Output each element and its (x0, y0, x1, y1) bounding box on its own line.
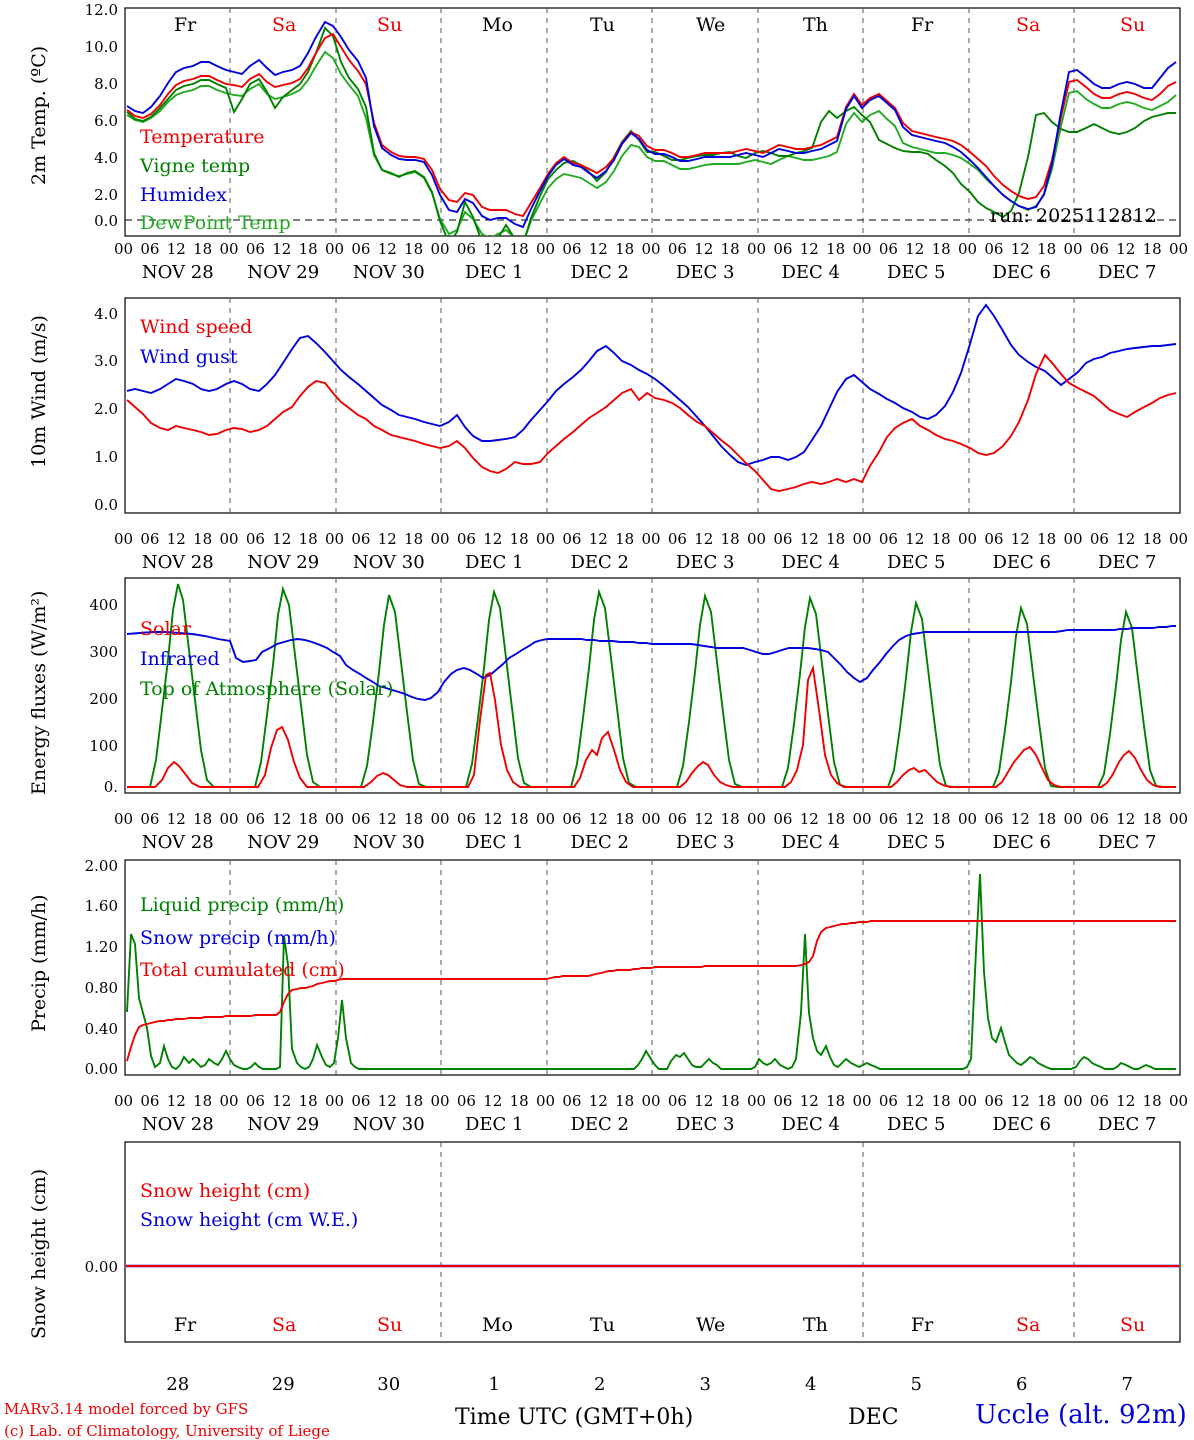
x-tick-hour: 00 (219, 530, 239, 548)
x-tick-hour: 18 (931, 810, 951, 828)
bottom-day-number: 4 (805, 1374, 817, 1395)
x-tick-hour: 18 (1037, 1092, 1057, 1110)
x-tick-hour: 00 (219, 810, 239, 828)
x-tick-date: NOV 28 (141, 552, 214, 573)
x-tick-date: DEC 7 (1097, 1114, 1157, 1135)
x-tick-hour: 00 (958, 810, 978, 828)
x-tick-hour: 18 (193, 1092, 213, 1110)
x-tick-hour: 12 (1116, 1092, 1136, 1110)
x-tick-hour: 18 (615, 530, 635, 548)
x-tick-date: DEC 3 (675, 552, 735, 573)
x-tick-hour: 18 (404, 1092, 424, 1110)
x-tick-hour: 12 (1010, 530, 1030, 548)
svg-text:200: 200 (89, 690, 118, 708)
x-tick-hour: 06 (1089, 240, 1109, 258)
bottom-weekday-th: Th (803, 1314, 828, 1336)
x-tick-hour: 06 (878, 810, 898, 828)
bottom-weekday-su2: Su (1120, 1314, 1146, 1336)
x-tick-date: DEC 1 (464, 1114, 524, 1135)
x-tick-hour: 00 (1063, 530, 1083, 548)
x-tick-hour: 12 (694, 240, 714, 258)
svg-text:2.0: 2.0 (94, 400, 118, 418)
x-tick-hour: 00 (958, 240, 978, 258)
legend-wind-speed: Wind speed (140, 316, 253, 338)
x-tick-hour: 00 (114, 810, 134, 828)
x-tick-date: NOV 28 (141, 262, 214, 283)
weekday-label-fr2: Fr (911, 14, 934, 36)
x-tick-hour: 12 (799, 530, 819, 548)
x-tick-hour: 00 (430, 810, 450, 828)
x-tick-hour: 18 (720, 810, 740, 828)
x-tick-date: DEC 3 (675, 262, 735, 283)
x-tick-date: NOV 30 (352, 832, 425, 853)
svg-text:0.40: 0.40 (84, 1020, 118, 1038)
x-tick-hour: 18 (404, 810, 424, 828)
x-tick-hour: 12 (166, 240, 186, 258)
svg-text:0.0: 0.0 (94, 496, 118, 514)
x-tick-hour: 18 (404, 530, 424, 548)
x-tick-hour: 00 (747, 240, 767, 258)
x-tick-date: NOV 30 (352, 552, 425, 573)
x-tick-hour: 00 (219, 240, 239, 258)
x-tick-hour: 12 (1116, 810, 1136, 828)
precip-plot (0, 852, 1194, 1112)
x-tick-hour: 18 (298, 1092, 318, 1110)
x-tick-hour: 12 (588, 1092, 608, 1110)
svg-text:2.00: 2.00 (84, 857, 118, 875)
x-tick-hour: 12 (799, 240, 819, 258)
x-tick-date: NOV 29 (247, 832, 320, 853)
bottom-weekday-su1: Su (377, 1314, 403, 1336)
x-tick-hour: 18 (1037, 530, 1057, 548)
x-tick-hour: 18 (509, 1092, 529, 1110)
footer-model-credit: MARv3.14 model forced by GFS (4, 1400, 249, 1418)
svg-text:300: 300 (89, 643, 118, 661)
x-tick-hour: 00 (114, 1092, 134, 1110)
x-tick-hour: 06 (351, 530, 371, 548)
x-tick-hour: 12 (905, 530, 925, 548)
weekday-label-fr1: Fr (174, 14, 197, 36)
x-tick-hour: 06 (667, 240, 687, 258)
x-tick-hour: 12 (483, 1092, 503, 1110)
x-tick-date: DEC 5 (886, 832, 946, 853)
legend-vigne-temp: Vigne temp (140, 155, 251, 177)
x-tick-hour: 18 (720, 1092, 740, 1110)
bottom-weekday-fr2: Fr (911, 1314, 934, 1336)
bottom-day-number: 3 (699, 1374, 711, 1395)
x-tick-hour: 12 (1010, 240, 1030, 258)
svg-text:0.: 0. (103, 778, 118, 796)
x-tick-date: DEC 1 (464, 262, 524, 283)
x-tick-date: DEC 2 (570, 832, 630, 853)
x-tick-hour: 12 (1010, 810, 1030, 828)
x-tick-hour: 06 (667, 810, 687, 828)
x-tick-hour: 18 (404, 240, 424, 258)
legend-infrared: Infrared (140, 648, 220, 670)
legend-snow-height: Snow height (cm) (140, 1180, 311, 1202)
x-tick-hour: 06 (562, 810, 582, 828)
weekday-label-su1: Su (377, 14, 403, 36)
x-tick-hour: 12 (588, 810, 608, 828)
weekday-label-mo: Mo (482, 14, 513, 36)
x-tick-hour: 18 (615, 240, 635, 258)
x-tick-hour: 00 (1063, 240, 1083, 258)
x-tick-hour: 06 (773, 810, 793, 828)
x-tick-hour: 06 (562, 530, 582, 548)
x-tick-hour: 12 (1116, 240, 1136, 258)
x-tick-hour: 06 (245, 530, 265, 548)
x-tick-hour: 00 (1169, 240, 1189, 258)
x-axis-title: Time UTC (GMT+0h) (455, 1405, 694, 1430)
x-tick-hour: 00 (430, 240, 450, 258)
x-tick-date: NOV 30 (352, 262, 425, 283)
legend-snow-precip: Snow precip (mm/h) (140, 927, 336, 949)
legend-solar: Solar (140, 618, 191, 640)
x-tick-date: DEC 7 (1097, 832, 1157, 853)
x-tick-date: DEC 4 (781, 1114, 841, 1135)
x-tick-hour: 12 (905, 810, 925, 828)
x-tick-hour: 12 (483, 240, 503, 258)
x-tick-hour: 06 (878, 530, 898, 548)
x-tick-hour: 18 (1142, 240, 1162, 258)
x-tick-hour: 06 (245, 810, 265, 828)
weekday-label-tu: Tu (590, 14, 615, 36)
x-tick-hour: 06 (878, 1092, 898, 1110)
axis-label-precip: Precip (mm/h) (28, 894, 50, 1032)
x-tick-date: DEC 5 (886, 262, 946, 283)
legend-liquid-precip: Liquid precip (mm/h) (140, 894, 345, 916)
x-axis-month-label: DEC (848, 1405, 899, 1430)
x-tick-hour: 06 (984, 810, 1004, 828)
x-tick-hour: 18 (193, 240, 213, 258)
x-tick-hour: 06 (773, 1092, 793, 1110)
x-tick-hour: 00 (747, 1092, 767, 1110)
svg-text:0.00: 0.00 (84, 1060, 118, 1078)
x-tick-hour: 00 (325, 1092, 345, 1110)
x-tick-hour: 18 (509, 240, 529, 258)
svg-text:8.0: 8.0 (94, 75, 118, 93)
svg-text:2.0: 2.0 (94, 186, 118, 204)
svg-text:4.0: 4.0 (94, 149, 118, 167)
x-tick-hour: 00 (536, 240, 556, 258)
bottom-weekday-mo: Mo (482, 1314, 513, 1336)
x-tick-hour: 06 (351, 810, 371, 828)
station-label: Uccle (alt. 92m) (975, 1400, 1187, 1430)
x-tick-hour: 06 (456, 530, 476, 548)
x-tick-hour: 12 (694, 1092, 714, 1110)
panel-wind (0, 290, 1194, 550)
panel-snow-height (0, 1134, 1194, 1364)
x-tick-date: DEC 1 (464, 552, 524, 573)
svg-text:6.0: 6.0 (94, 112, 118, 130)
x-tick-hour: 00 (114, 240, 134, 258)
x-tick-hour: 00 (1063, 810, 1083, 828)
bottom-weekday-tu: Tu (590, 1314, 615, 1336)
bottom-weekday-sa2: Sa (1016, 1314, 1041, 1336)
x-tick-hour: 00 (219, 1092, 239, 1110)
x-tick-hour: 12 (377, 810, 397, 828)
x-tick-hour: 06 (245, 1092, 265, 1110)
legend-wind-gust: Wind gust (140, 346, 238, 368)
x-tick-hour: 06 (456, 240, 476, 258)
panel-energy-fluxes (0, 570, 1194, 830)
x-tick-hour: 18 (1142, 530, 1162, 548)
x-tick-hour: 00 (1169, 530, 1189, 548)
x-tick-hour: 06 (984, 530, 1004, 548)
x-tick-hour: 12 (799, 810, 819, 828)
x-tick-hour: 18 (1037, 810, 1057, 828)
x-tick-hour: 00 (852, 530, 872, 548)
legend-humidex: Humidex (140, 184, 228, 206)
legend-top-of-atmosphere: Top of Atmosphere (Solar) (140, 678, 394, 700)
x-tick-hour: 06 (773, 530, 793, 548)
x-tick-date: NOV 28 (141, 832, 214, 853)
x-tick-hour: 00 (325, 240, 345, 258)
x-tick-hour: 00 (536, 810, 556, 828)
bottom-day-number: 1 (488, 1374, 500, 1395)
svg-text:0.00: 0.00 (84, 1258, 118, 1276)
x-tick-hour: 00 (747, 530, 767, 548)
x-tick-hour: 06 (1089, 530, 1109, 548)
x-tick-hour: 12 (377, 240, 397, 258)
x-tick-date: DEC 6 (992, 832, 1052, 853)
svg-text:4.0: 4.0 (94, 305, 118, 323)
x-tick-hour: 06 (456, 810, 476, 828)
x-tick-hour: 12 (166, 810, 186, 828)
x-tick-hour: 12 (799, 1092, 819, 1110)
x-tick-hour: 06 (140, 1092, 160, 1110)
x-tick-hour: 06 (140, 530, 160, 548)
svg-text:400: 400 (89, 596, 118, 614)
x-tick-hour: 06 (562, 1092, 582, 1110)
x-tick-hour: 12 (483, 810, 503, 828)
x-tick-hour: 18 (298, 810, 318, 828)
x-tick-hour: 12 (694, 810, 714, 828)
x-tick-hour: 06 (878, 240, 898, 258)
svg-text:12.0: 12.0 (84, 1, 118, 19)
x-tick-hour: 00 (430, 1092, 450, 1110)
x-tick-date: DEC 4 (781, 552, 841, 573)
bottom-day-number: 2 (594, 1374, 606, 1395)
x-tick-hour: 12 (166, 530, 186, 548)
x-tick-date: DEC 2 (570, 1114, 630, 1135)
svg-text:3.0: 3.0 (94, 352, 118, 370)
x-tick-date: DEC 7 (1097, 552, 1157, 573)
x-tick-hour: 00 (641, 240, 661, 258)
bottom-day-number: 30 (377, 1374, 401, 1395)
x-tick-hour: 12 (272, 1092, 292, 1110)
weekday-label-su2: Su (1120, 14, 1146, 36)
x-tick-hour: 00 (325, 530, 345, 548)
bottom-day-number: 6 (1016, 1374, 1028, 1395)
x-tick-hour: 06 (667, 1092, 687, 1110)
svg-text:0.0: 0.0 (94, 212, 118, 230)
x-tick-hour: 12 (272, 240, 292, 258)
x-tick-hour: 00 (852, 810, 872, 828)
x-tick-hour: 18 (931, 530, 951, 548)
x-tick-hour: 18 (720, 530, 740, 548)
x-tick-hour: 18 (193, 810, 213, 828)
x-tick-hour: 18 (615, 1092, 635, 1110)
x-tick-hour: 12 (272, 810, 292, 828)
x-tick-hour: 06 (245, 240, 265, 258)
x-tick-hour: 18 (1142, 810, 1162, 828)
x-tick-hour: 18 (1142, 1092, 1162, 1110)
x-tick-date: NOV 29 (247, 552, 320, 573)
x-tick-hour: 00 (430, 530, 450, 548)
x-tick-hour: 06 (351, 240, 371, 258)
x-tick-date: NOV 29 (247, 1114, 320, 1135)
x-tick-hour: 12 (905, 1092, 925, 1110)
weekday-label-th: Th (803, 14, 828, 36)
x-tick-hour: 06 (351, 1092, 371, 1110)
x-tick-date: DEC 3 (675, 832, 735, 853)
x-tick-date: DEC 2 (570, 262, 630, 283)
x-tick-hour: 00 (958, 1092, 978, 1110)
x-tick-date: DEC 2 (570, 552, 630, 573)
svg-text:1.0: 1.0 (94, 448, 118, 466)
svg-text:1.20: 1.20 (84, 938, 118, 956)
svg-text:100: 100 (89, 737, 118, 755)
x-tick-hour: 00 (747, 810, 767, 828)
x-tick-hour: 18 (826, 1092, 846, 1110)
weekday-label-sa1: Sa (272, 14, 297, 36)
x-tick-date: DEC 5 (886, 1114, 946, 1135)
x-tick-hour: 18 (193, 530, 213, 548)
x-tick-hour: 18 (615, 810, 635, 828)
x-tick-hour: 06 (984, 1092, 1004, 1110)
x-tick-hour: 18 (1037, 240, 1057, 258)
axis-label-temperature: 2m Temp. (ºC) (28, 45, 50, 185)
axis-label-wind: 10m Wind (m/s) (28, 315, 50, 468)
x-tick-hour: 12 (1010, 1092, 1030, 1110)
x-tick-hour: 00 (536, 530, 556, 548)
x-tick-hour: 00 (536, 1092, 556, 1110)
legend-dewpoint-temp: DewPoint Temp (140, 212, 291, 234)
x-tick-hour: 18 (931, 1092, 951, 1110)
x-tick-hour: 12 (694, 530, 714, 548)
x-tick-hour: 18 (826, 810, 846, 828)
x-tick-hour: 06 (984, 240, 1004, 258)
bottom-day-number: 5 (910, 1374, 922, 1395)
bottom-weekday-we: We (696, 1314, 726, 1336)
panel-precip (0, 852, 1194, 1112)
axis-label-snow-height: Snow height (cm) (28, 1168, 50, 1339)
bottom-day-number: 29 (271, 1374, 295, 1395)
bottom-day-number: 28 (166, 1374, 190, 1395)
x-tick-hour: 00 (641, 530, 661, 548)
x-tick-hour: 12 (588, 530, 608, 548)
legend-total-cumulated: Total cumulated (cm) (140, 959, 345, 981)
x-tick-hour: 12 (377, 530, 397, 548)
x-tick-hour: 06 (562, 240, 582, 258)
x-tick-hour: 06 (773, 240, 793, 258)
bottom-day-number: 7 (1121, 1374, 1133, 1395)
x-tick-date: DEC 6 (992, 1114, 1052, 1135)
x-tick-hour: 18 (509, 530, 529, 548)
x-tick-hour: 18 (509, 810, 529, 828)
x-tick-hour: 00 (1169, 1092, 1189, 1110)
x-tick-hour: 00 (852, 1092, 872, 1110)
x-tick-hour: 06 (1089, 1092, 1109, 1110)
x-tick-hour: 12 (377, 1092, 397, 1110)
x-tick-hour: 00 (325, 810, 345, 828)
energy-fluxes-plot (0, 570, 1194, 830)
legend-temperature: Temperature (140, 126, 265, 148)
svg-text:1.60: 1.60 (84, 897, 118, 915)
footer-lab-credit: (c) Lab. of Climatology, University of Liege (4, 1422, 330, 1440)
x-tick-hour: 06 (456, 1092, 476, 1110)
x-tick-hour: 00 (958, 530, 978, 548)
x-tick-hour: 06 (140, 240, 160, 258)
x-tick-hour: 18 (298, 530, 318, 548)
x-tick-hour: 00 (852, 240, 872, 258)
x-tick-hour: 06 (1089, 810, 1109, 828)
svg-text:0.80: 0.80 (84, 979, 118, 997)
weekday-label-we: We (696, 14, 726, 36)
x-tick-date: DEC 7 (1097, 262, 1157, 283)
x-tick-date: NOV 29 (247, 262, 320, 283)
axis-label-energy: Energy fluxes (W/m²) (28, 590, 50, 795)
x-tick-date: DEC 1 (464, 832, 524, 853)
x-tick-date: DEC 4 (781, 262, 841, 283)
bottom-weekday-sa1: Sa (272, 1314, 297, 1336)
x-tick-hour: 12 (905, 240, 925, 258)
bottom-weekday-fr1: Fr (174, 1314, 197, 1336)
x-tick-hour: 12 (1116, 530, 1136, 548)
x-tick-date: DEC 3 (675, 1114, 735, 1135)
x-tick-date: NOV 28 (141, 1114, 214, 1135)
x-tick-hour: 06 (667, 530, 687, 548)
x-tick-hour: 00 (641, 1092, 661, 1110)
svg-text:10.0: 10.0 (84, 38, 118, 56)
weekday-label-sa2: Sa (1016, 14, 1041, 36)
x-tick-date: DEC 6 (992, 552, 1052, 573)
x-tick-date: DEC 5 (886, 552, 946, 573)
x-tick-date: DEC 6 (992, 262, 1052, 283)
model-run-label: run: 2025112812 (990, 205, 1157, 227)
x-tick-date: DEC 4 (781, 832, 841, 853)
x-tick-date: NOV 30 (352, 1114, 425, 1135)
x-tick-hour: 12 (588, 240, 608, 258)
x-tick-hour: 00 (1169, 810, 1189, 828)
x-tick-hour: 12 (166, 1092, 186, 1110)
x-tick-hour: 18 (931, 240, 951, 258)
x-tick-hour: 18 (826, 530, 846, 548)
x-tick-hour: 12 (272, 530, 292, 548)
x-tick-hour: 00 (641, 810, 661, 828)
legend-snow-height-we: Snow height (cm W.E.) (140, 1209, 359, 1231)
x-tick-hour: 18 (720, 240, 740, 258)
x-tick-hour: 06 (140, 810, 160, 828)
x-tick-hour: 12 (483, 530, 503, 548)
x-tick-hour: 18 (298, 240, 318, 258)
x-tick-hour: 18 (826, 240, 846, 258)
x-tick-hour: 00 (1063, 1092, 1083, 1110)
x-tick-hour: 00 (114, 530, 134, 548)
